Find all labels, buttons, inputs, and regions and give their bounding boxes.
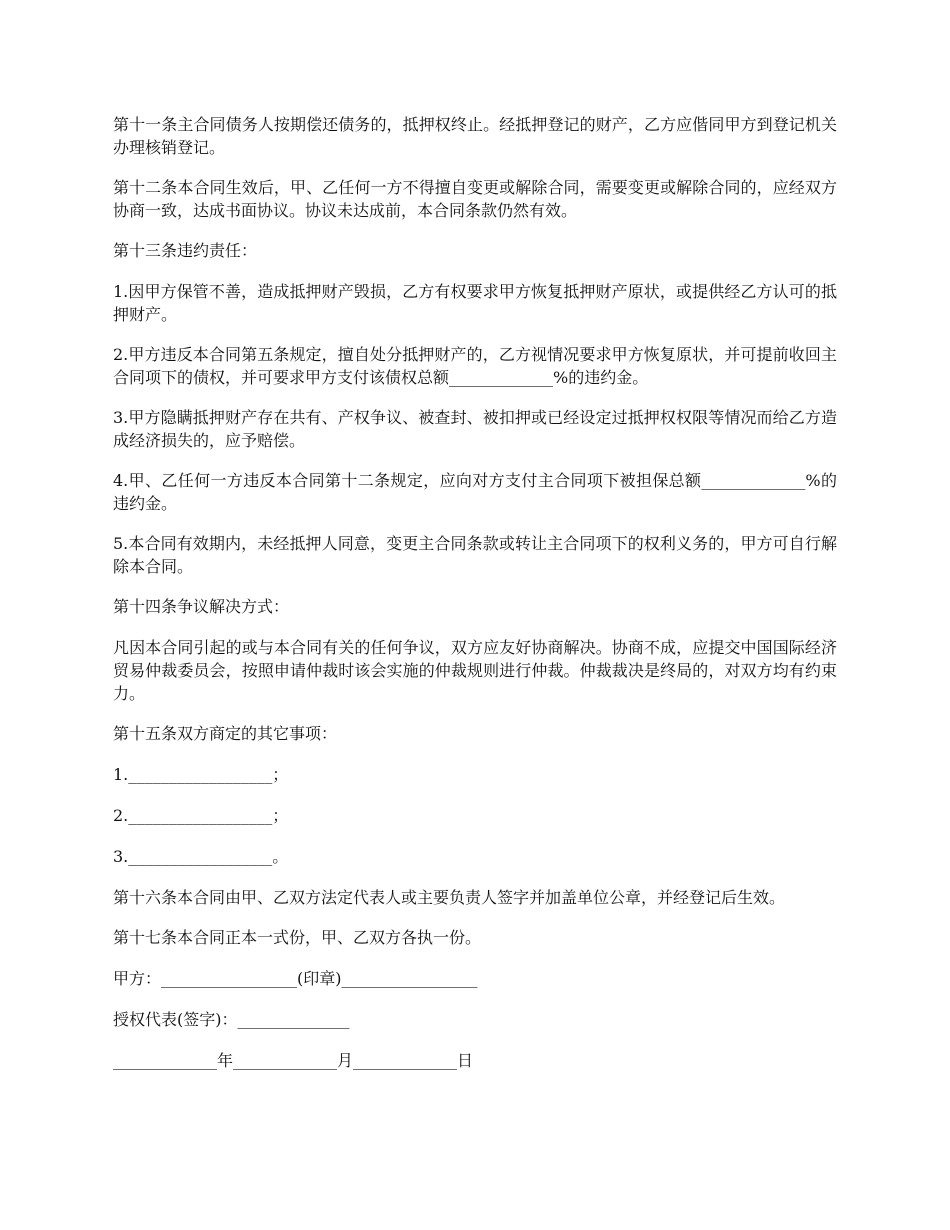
authorized-representative-line: 授权代表(签字)：______________ [113,1010,350,1029]
article-15-heading: 第十五条双方商定的其它事项： [113,724,338,743]
article-15-item-3: 3.__________________。 [113,847,289,866]
article-16: 第十六条本合同由甲、乙双方法定代表人或主要负责人签字并加盖单位公章，并经登记后生效。 [113,888,786,907]
article-14-heading: 第十四条争议解决方式： [113,597,290,616]
article-13-item-4: 4.甲、乙任何一方违反本合同第十二条规定，应向对方支付主合同项下被担保总额_____________%的违约金。 [113,471,837,513]
article-15-item-1: 1.__________________； [113,765,289,784]
article-13-item-3: 3.甲方隐瞒抵押财产存在共有、产权争议、被查封、被扣押或已经设定过抵押权权限等情况而给乙方造成经济损失的，应予赔偿。 [113,408,837,450]
article-14-body: 凡因本合同引起的或与本合同有关的任何争议，双方应友好协商解决。协商不成，应提交中国国际经济贸易仲裁委员会，按照申请仲裁时该会实施的仲裁规则进行仲裁。仲裁裁决是终局的，对双方均有约束力。 [113,638,837,703]
article-13-item-2: 2.甲方违反本合同第五条规定，擅自处分抵押财产的，乙方视情况要求甲方恢复原状，并可提前收回主合同项下的债权，并可要求甲方支付该债权总额_____________%的违约金。 [113,345,837,387]
article-13-item-5: 5.本合同有效期内，未经抵押人同意，变更主合同条款或转让主合同项下的权利义务的，甲方可自行解除本合同。 [113,534,837,576]
article-12: 第十二条本合同生效后，甲、乙任何一方不得擅自变更或解除合同，需要变更或解除合同的，应经双方协商一致，达成书面协议。协议未达成前，本合同条款仍然有效。 [113,178,837,220]
article-13-item-1: 1.因甲方保管不善，造成抵押财产毁损，乙方有权要求甲方恢复抵押财产原状，或提供经乙方认可的抵押财产。 [113,282,837,324]
article-11: 第十一条主合同债务人按期偿还债务的，抵押权终止。经抵押登记的财产，乙方应偕同甲方到登记机关办理核销登记。 [113,115,837,157]
date-line: _____________年_____________月_____________日 [113,1051,474,1070]
article-17: 第十七条本合同正本一式份，甲、乙双方各执一份。 [113,928,482,947]
article-15-item-2: 2.__________________； [113,806,289,825]
article-13-heading: 第十三条违约责任： [113,241,258,260]
party-a-signature-line: 甲方：_________________(印章)_________________ [113,969,478,988]
